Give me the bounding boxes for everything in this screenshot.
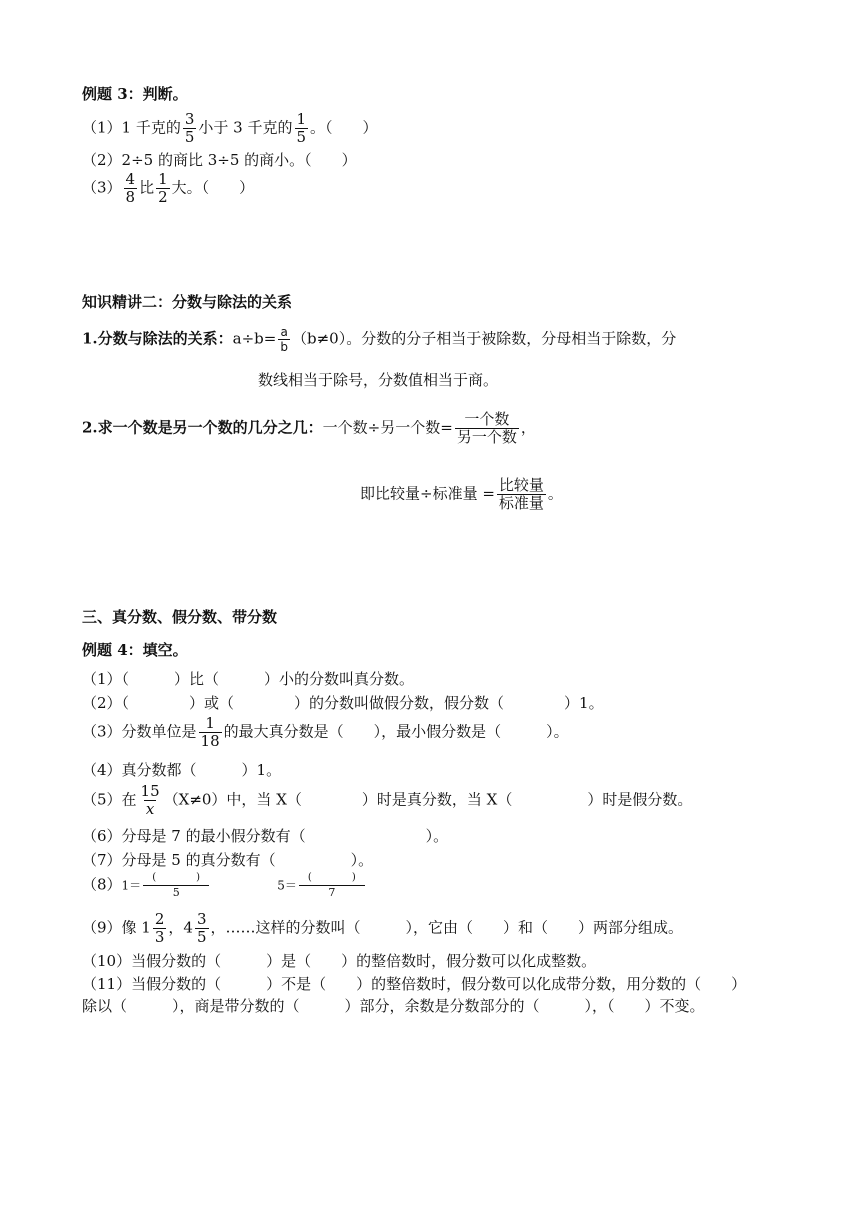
fraction: $\frac{2}{3}$ bbox=[154, 910, 165, 946]
fraction: $\frac{3}{5}$ bbox=[196, 910, 207, 946]
fraction: $\frac{1}{18}$ bbox=[200, 714, 220, 750]
fraction-blank: $\frac{( )}{7}$ bbox=[299, 873, 365, 898]
ex4-question-6: （6）分母是 7 的最小假分数有（ ）。 bbox=[82, 827, 449, 845]
fraction: $\frac{1}{2}$ bbox=[158, 170, 168, 206]
k2-point-1-line2: 数线相当于除号，分数值相当于商。 bbox=[258, 371, 499, 389]
example4-title: 例题 4：填空。 bbox=[82, 641, 188, 659]
ex4-question-10: （10）当假分数的（ ）是（ ）的整倍数时，假分数可以化成整数。 bbox=[82, 952, 597, 970]
fraction: $\frac{4}{8}$ bbox=[125, 170, 136, 206]
k2-point-2: 2.求一个数是另一个数的几分之几：一个数÷另一个数= $\frac{\text{一个数}}{\text{另一个数}}$ ， bbox=[82, 410, 536, 446]
fraction: $\frac{3}{5}$ bbox=[184, 110, 195, 146]
fraction: $\frac{a}{b}$ bbox=[280, 325, 288, 354]
ex3-question-2: （2）2÷5 的商比 3÷5 的商小。（ ） bbox=[82, 151, 357, 169]
ex3-question-3: （3） $\frac{4}{8}$ 比 $\frac{1}{2}$ 大。（ ） bbox=[82, 170, 255, 206]
knowledge-2-title: 知识精讲二：分数与除法的关系 bbox=[82, 293, 293, 311]
ex4-question-11: （11）当假分数的（ ）不是（ ）的整倍数时，假分数可以化成带分数，用分数的（ ） bbox=[82, 975, 747, 993]
ex3-question-1: （1）1 千克的 $\frac{3}{5}$ 小于 3 千克的 $\frac{1}{5}$ 。（ ） bbox=[82, 110, 378, 146]
ex4-question-5: （5）在 $\frac{15}{x}$ （X≠0）中，当 X（ ）时是真分数，当 X（ ）时是假分数。 bbox=[82, 782, 693, 818]
fraction: $\frac{15}{x}$ bbox=[140, 782, 160, 818]
k2-point-2-line2: 即比较量÷标准量 = $\frac{\text{比较量}}{\text{标准量}}$ 。 bbox=[360, 476, 563, 512]
ex4-question-8: （8）1＝ $\frac{( )}{5}$ 5＝ $\frac{( )}{7}$ bbox=[82, 873, 367, 898]
fraction: $\frac{\text{比较量}}{\text{标准量}}$ bbox=[498, 476, 544, 512]
ex4-question-3: （3）分数单位是 $\frac{1}{18}$ 的最大真分数是（ ），最小假分数是（ ）。 bbox=[82, 714, 569, 750]
ex4-question-9: （9）像 1 $\frac{2}{3}$ ，4 $\frac{3}{5}$ ，……这样的分数叫（ ），它由（ ）和（ ）两部分组成。 bbox=[82, 910, 684, 946]
fraction: $\frac{\text{一个数}}{\text{另一个数}}$ bbox=[456, 410, 517, 446]
ex4-question-7: （7）分母是 5 的真分数有（ ）。 bbox=[82, 851, 374, 869]
ex4-question-4: （4）真分数都（ ）1。 bbox=[82, 761, 282, 779]
ex4-question-2: （2）（ ）或（ ）的分数叫做假分数，假分数（ ）1。 bbox=[82, 694, 604, 712]
ex4-question-11-line2: 除以（ ），商是带分数的（ ）部分，余数是分数部分的（ ），（ ）不变。 bbox=[82, 997, 705, 1015]
fraction: $\frac{1}{5}$ bbox=[296, 110, 307, 146]
section-3-title: 三、真分数、假分数、带分数 bbox=[82, 608, 278, 626]
example3-title: 例题 3：判断。 bbox=[82, 85, 188, 103]
fraction-blank: $\frac{( )}{5}$ bbox=[143, 873, 209, 898]
k2-point-1: 1.分数与除法的关系：a÷b= $\frac{a}{b}$ （b≠0）。分数的分子相当于被除数，分母相当于除数，分 bbox=[82, 325, 677, 354]
ex4-question-1: （1）（ ）比（ ）小的分数叫真分数。 bbox=[82, 670, 415, 688]
